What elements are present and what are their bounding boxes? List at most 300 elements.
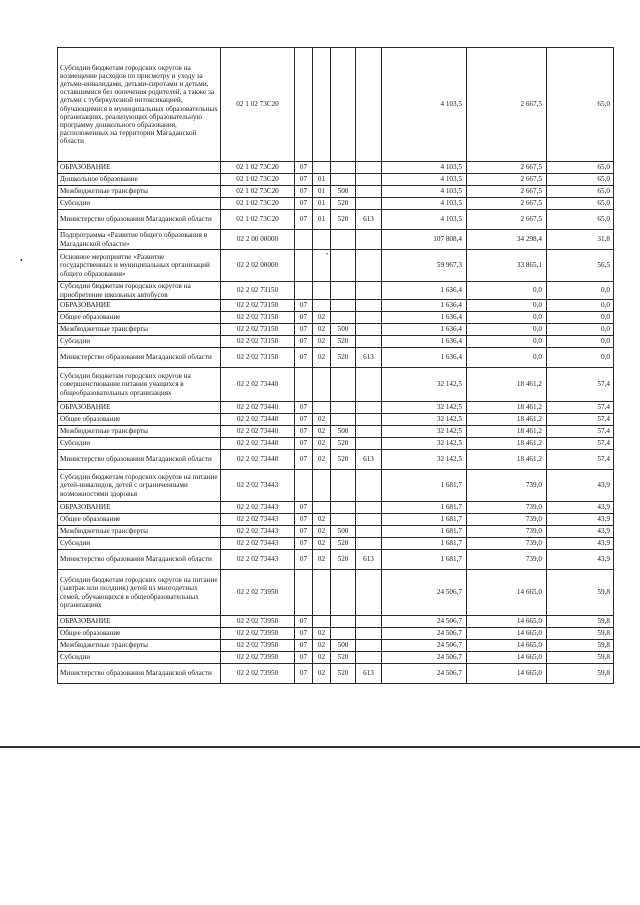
row-percent-cell: 43,9 — [547, 538, 614, 550]
row-code-cell: 02 2 02 73440 — [221, 426, 295, 438]
row-plan-cell: 32 142,5 — [382, 426, 467, 438]
row-fact-cell: 14 665,0 — [467, 640, 547, 652]
row-fact-cell: 0,0 — [467, 312, 547, 324]
row-section-cell — [295, 470, 313, 502]
row-subsection-cell: 02 — [313, 628, 331, 640]
row-section-cell — [295, 48, 313, 162]
row-ministry-code-cell: 613 — [356, 550, 382, 570]
row-name-cell: Общее образование — [58, 312, 221, 324]
row-expense-type-cell — [331, 570, 356, 616]
row-expense-type-cell: 520 — [331, 652, 356, 664]
row-percent-cell: 59,8 — [547, 628, 614, 640]
row-expense-type-cell: 500 — [331, 186, 356, 198]
table-row — [58, 438, 614, 450]
row-ministry-code-cell — [356, 312, 382, 324]
row-fact-cell: 739,0 — [467, 470, 547, 502]
table-row — [58, 336, 614, 348]
row-subsection-cell: 02 — [313, 664, 331, 684]
row-section-cell: 07 — [295, 300, 313, 312]
row-percent-cell: 43,9 — [547, 550, 614, 570]
row-plan-cell: 24 506,7 — [382, 664, 467, 684]
row-plan-cell: 1 636,4 — [382, 348, 467, 368]
row-percent-cell: 57,4 — [547, 368, 614, 402]
table-row — [58, 664, 614, 684]
row-percent-cell: 57,4 — [547, 450, 614, 470]
row-percent-cell: 0,0 — [547, 324, 614, 336]
row-expense-type-cell — [331, 470, 356, 502]
row-ministry-code-cell — [356, 282, 382, 300]
row-expense-type-cell — [331, 616, 356, 628]
row-ministry-code-cell — [356, 174, 382, 186]
table-row — [58, 282, 614, 300]
row-expense-type-cell — [331, 282, 356, 300]
row-percent-cell: 57,4 — [547, 426, 614, 438]
row-plan-cell: 1 636,4 — [382, 324, 467, 336]
row-expense-type-cell — [331, 162, 356, 174]
row-name-cell: Субсидии бюджетам городских округов на приобретение школьных автобусов — [58, 282, 221, 300]
row-expense-type-cell — [331, 230, 356, 250]
row-percent-cell: 59,8 — [547, 570, 614, 616]
row-ministry-code-cell — [356, 336, 382, 348]
row-section-cell: 07 — [295, 538, 313, 550]
row-name-cell: ОБРАЗОВАНИЕ — [58, 300, 221, 312]
row-subsection-cell: 01 — [313, 186, 331, 198]
row-code-cell: 02 2 02 73950 — [221, 628, 295, 640]
table-row — [58, 414, 614, 426]
row-section-cell: 07 — [295, 550, 313, 570]
row-code-cell: 02 2 02 73440 — [221, 438, 295, 450]
row-plan-cell: 32 142,5 — [382, 368, 467, 402]
row-percent-cell: 65,0 — [547, 186, 614, 198]
row-plan-cell: 4 103,5 — [382, 198, 467, 210]
row-name-cell: Общее образование — [58, 514, 221, 526]
row-percent-cell: 57,4 — [547, 438, 614, 450]
row-fact-cell: 18 461,2 — [467, 450, 547, 470]
row-fact-cell: 14 665,0 — [467, 616, 547, 628]
row-code-cell: 02 2 02 73443 — [221, 502, 295, 514]
row-percent-cell: 57,4 — [547, 402, 614, 414]
row-expense-type-cell — [331, 402, 356, 414]
row-fact-cell: 739,0 — [467, 538, 547, 550]
row-fact-cell: 739,0 — [467, 514, 547, 526]
row-expense-type-cell — [331, 502, 356, 514]
row-ministry-code-cell — [356, 616, 382, 628]
row-fact-cell: 2 667,5 — [467, 162, 547, 174]
row-plan-cell: 1 681,7 — [382, 526, 467, 538]
row-plan-cell: 1 636,4 — [382, 336, 467, 348]
row-expense-type-cell — [331, 312, 356, 324]
row-plan-cell: 1 636,4 — [382, 282, 467, 300]
row-section-cell: 07 — [295, 616, 313, 628]
row-ministry-code-cell — [356, 162, 382, 174]
row-plan-cell: 24 506,7 — [382, 640, 467, 652]
row-ministry-code-cell — [356, 628, 382, 640]
row-fact-cell: 18 461,2 — [467, 368, 547, 402]
row-plan-cell: 1 681,7 — [382, 550, 467, 570]
row-percent-cell: 59,8 — [547, 640, 614, 652]
row-code-cell: 02 1 02 73С20 — [221, 198, 295, 210]
row-code-cell: 02 2 02 73950 — [221, 570, 295, 616]
table-row — [58, 570, 614, 616]
row-percent-cell: 65,0 — [547, 48, 614, 162]
row-fact-cell: 18 461,2 — [467, 402, 547, 414]
row-section-cell: 07 — [295, 438, 313, 450]
row-expense-type-cell — [331, 250, 356, 282]
row-fact-cell: 2 667,5 — [467, 186, 547, 198]
row-code-cell: 02 2 02 73950 — [221, 640, 295, 652]
row-expense-type-cell: 500 — [331, 426, 356, 438]
row-name-cell: Основное мероприятие «Развитие государственных и муниципальных организаций общего образования» — [58, 250, 221, 282]
row-subsection-cell: 02 — [313, 652, 331, 664]
row-fact-cell: 0,0 — [467, 348, 547, 368]
row-subsection-cell — [313, 502, 331, 514]
row-subsection-cell — [313, 402, 331, 414]
row-expense-type-cell: 520 — [331, 348, 356, 368]
row-section-cell: 07 — [295, 450, 313, 470]
row-expense-type-cell: 520 — [331, 336, 356, 348]
row-name-cell: ОБРАЗОВАНИЕ — [58, 402, 221, 414]
row-name-cell: Межбюджетные трансферты — [58, 186, 221, 198]
table-row — [58, 550, 614, 570]
table-row — [58, 186, 614, 198]
table-row — [58, 616, 614, 628]
row-code-cell: 02 1 02 73С20 — [221, 186, 295, 198]
row-subsection-cell: 02 — [313, 414, 331, 426]
row-ministry-code-cell — [356, 514, 382, 526]
row-subsection-cell: 02 — [313, 450, 331, 470]
row-ministry-code-cell — [356, 198, 382, 210]
row-section-cell — [295, 250, 313, 282]
row-section-cell — [295, 282, 313, 300]
row-code-cell: 02 2 02 73443 — [221, 550, 295, 570]
row-subsection-cell — [313, 470, 331, 502]
row-percent-cell: 0,0 — [547, 282, 614, 300]
row-plan-cell: 4 103,5 — [382, 186, 467, 198]
row-subsection-cell: 01 — [313, 210, 331, 230]
table-row — [58, 174, 614, 186]
row-code-cell: 02 2 02 73443 — [221, 470, 295, 502]
row-fact-cell: 2 667,5 — [467, 174, 547, 186]
row-name-cell: Министерство образования Магаданской области — [58, 550, 221, 570]
row-plan-cell: 1 636,4 — [382, 300, 467, 312]
table-row — [58, 470, 614, 502]
margin-bullet-mark: • — [20, 256, 23, 265]
row-ministry-code-cell — [356, 368, 382, 402]
row-ministry-code-cell — [356, 652, 382, 664]
table-row — [58, 250, 614, 282]
row-name-cell: Общее образование — [58, 628, 221, 640]
row-ministry-code-cell — [356, 470, 382, 502]
row-name-cell: Субсидии — [58, 198, 221, 210]
row-code-cell: 02 2 02 73443 — [221, 526, 295, 538]
row-section-cell — [295, 368, 313, 402]
row-code-cell: 02 2 02 00000 — [221, 250, 295, 282]
table-row — [58, 526, 614, 538]
row-subsection-cell: 02 — [313, 526, 331, 538]
row-code-cell: 02 2 02 73150 — [221, 336, 295, 348]
row-name-cell: Межбюджетные трансферты — [58, 324, 221, 336]
row-percent-cell: 65,0 — [547, 198, 614, 210]
table-row — [58, 312, 614, 324]
row-expense-type-cell — [331, 414, 356, 426]
row-expense-type-cell: 500 — [331, 640, 356, 652]
table-row — [58, 402, 614, 414]
row-code-cell: 02 2 02 73440 — [221, 402, 295, 414]
row-ministry-code-cell — [356, 426, 382, 438]
row-plan-cell: 32 142,5 — [382, 414, 467, 426]
bottom-rule — [0, 746, 640, 748]
row-plan-cell: 32 142,5 — [382, 450, 467, 470]
table-row — [58, 324, 614, 336]
row-expense-type-cell — [331, 300, 356, 312]
table-row — [58, 210, 614, 230]
row-expense-type-cell — [331, 174, 356, 186]
row-subsection-cell — [313, 282, 331, 300]
row-name-cell: Министерство образования Магаданской области — [58, 348, 221, 368]
row-name-cell: Межбюджетные трансферты — [58, 526, 221, 538]
row-section-cell: 07 — [295, 514, 313, 526]
row-section-cell: 07 — [295, 174, 313, 186]
row-percent-cell: 0,0 — [547, 312, 614, 324]
row-ministry-code-cell — [356, 230, 382, 250]
row-expense-type-cell: 500 — [331, 324, 356, 336]
table-row — [58, 348, 614, 368]
table-row — [58, 652, 614, 664]
row-name-cell: Субсидии бюджетам городских округов на совершенствование питания учащихся в общеобразовательных организациях — [58, 368, 221, 402]
row-code-cell: 02 2 02 73150 — [221, 312, 295, 324]
row-fact-cell: 18 461,2 — [467, 426, 547, 438]
row-code-cell: 02 2 00 00000 — [221, 230, 295, 250]
table-row — [58, 628, 614, 640]
row-subsection-cell — [313, 230, 331, 250]
row-plan-cell: 24 506,7 — [382, 570, 467, 616]
row-section-cell: 07 — [295, 336, 313, 348]
row-percent-cell: 59,8 — [547, 616, 614, 628]
row-subsection-cell: 02 — [313, 514, 331, 526]
row-subsection-cell — [313, 616, 331, 628]
row-subsection-cell — [313, 162, 331, 174]
row-subsection-cell: 02 — [313, 348, 331, 368]
row-code-cell: 02 1 02 73С20 — [221, 48, 295, 162]
row-ministry-code-cell — [356, 414, 382, 426]
row-code-cell: 02 2 02 73950 — [221, 664, 295, 684]
row-percent-cell: 65,0 — [547, 174, 614, 186]
row-plan-cell: 1 681,7 — [382, 538, 467, 550]
table-row — [58, 426, 614, 438]
table-row — [58, 198, 614, 210]
row-name-cell: ОБРАЗОВАНИЕ — [58, 162, 221, 174]
row-section-cell — [295, 230, 313, 250]
row-ministry-code-cell: 613 — [356, 450, 382, 470]
row-name-cell: Субсидии — [58, 336, 221, 348]
row-expense-type-cell: 520 — [331, 450, 356, 470]
row-ministry-code-cell — [356, 300, 382, 312]
row-expense-type-cell — [331, 48, 356, 162]
row-code-cell: 02 2 02 73150 — [221, 300, 295, 312]
row-plan-cell: 1 636,4 — [382, 312, 467, 324]
row-name-cell: Дошкольное образование — [58, 174, 221, 186]
row-name-cell: ОБРАЗОВАНИЕ — [58, 616, 221, 628]
row-name-cell: Министерство образования Магаданской области — [58, 450, 221, 470]
row-section-cell: 07 — [295, 186, 313, 198]
row-code-cell: 02 2 02 73443 — [221, 514, 295, 526]
row-percent-cell: 59,8 — [547, 652, 614, 664]
row-percent-cell: 43,9 — [547, 514, 614, 526]
row-section-cell: 07 — [295, 640, 313, 652]
row-subsection-cell: 02 — [313, 438, 331, 450]
row-percent-cell: 59,8 — [547, 664, 614, 684]
row-plan-cell: 24 506,7 — [382, 652, 467, 664]
row-ministry-code-cell: 613 — [356, 664, 382, 684]
row-percent-cell: 43,9 — [547, 526, 614, 538]
row-section-cell: 07 — [295, 402, 313, 414]
row-plan-cell: 1 681,7 — [382, 470, 467, 502]
row-section-cell: 07 — [295, 414, 313, 426]
row-plan-cell: 1 681,7 — [382, 514, 467, 526]
row-plan-cell: 32 142,5 — [382, 438, 467, 450]
row-ministry-code-cell — [356, 538, 382, 550]
row-ministry-code-cell — [356, 502, 382, 514]
row-subsection-cell: 02 — [313, 426, 331, 438]
row-section-cell: 07 — [295, 162, 313, 174]
row-name-cell: ОБРАЗОВАНИЕ — [58, 502, 221, 514]
row-plan-cell: 32 142,5 — [382, 402, 467, 414]
row-code-cell: 02 2 02 73950 — [221, 652, 295, 664]
row-name-cell: Субсидии бюджетам городских округов на питание детей-инвалидов, детей с ограниченными возможностями здоровья — [58, 470, 221, 502]
row-fact-cell: 2 667,5 — [467, 210, 547, 230]
row-section-cell: 07 — [295, 198, 313, 210]
row-fact-cell: 18 461,2 — [467, 438, 547, 450]
row-section-cell: 07 — [295, 628, 313, 640]
row-fact-cell: 739,0 — [467, 526, 547, 538]
row-expense-type-cell: 520 — [331, 664, 356, 684]
row-code-cell: 02 2 02 73440 — [221, 414, 295, 426]
row-code-cell: 02 2 02 73440 — [221, 368, 295, 402]
row-subsection-cell — [313, 250, 331, 282]
row-name-cell: Субсидии — [58, 652, 221, 664]
row-fact-cell: 14 665,0 — [467, 570, 547, 616]
table-row — [58, 368, 614, 402]
row-percent-cell: 31,8 — [547, 230, 614, 250]
row-plan-cell: 24 506,7 — [382, 616, 467, 628]
row-ministry-code-cell — [356, 640, 382, 652]
row-code-cell: 02 2 02 73150 — [221, 324, 295, 336]
row-plan-cell: 4 103,5 — [382, 174, 467, 186]
table-row — [58, 514, 614, 526]
row-subsection-cell — [313, 48, 331, 162]
row-subsection-cell: 02 — [313, 538, 331, 550]
table-row — [58, 230, 614, 250]
row-subsection-cell — [313, 570, 331, 616]
row-percent-cell: 43,9 — [547, 470, 614, 502]
row-expense-type-cell — [331, 368, 356, 402]
row-section-cell: 07 — [295, 652, 313, 664]
row-section-cell: 07 — [295, 426, 313, 438]
row-percent-cell: 65,0 — [547, 162, 614, 174]
row-subsection-cell — [313, 368, 331, 402]
row-section-cell: 07 — [295, 664, 313, 684]
row-fact-cell: 0,0 — [467, 324, 547, 336]
row-subsection-cell: 02 — [313, 324, 331, 336]
row-plan-cell: 4 103,5 — [382, 210, 467, 230]
row-fact-cell: 739,0 — [467, 550, 547, 570]
row-fact-cell: 739,0 — [467, 502, 547, 514]
row-plan-cell: 4 103,5 — [382, 162, 467, 174]
row-expense-type-cell: 500 — [331, 526, 356, 538]
row-expense-type-cell: 520 — [331, 550, 356, 570]
table-row — [58, 450, 614, 470]
row-subsection-cell: 01 — [313, 174, 331, 186]
row-subsection-cell — [313, 300, 331, 312]
row-percent-cell: 56,5 — [547, 250, 614, 282]
row-name-cell: Субсидии — [58, 538, 221, 550]
row-fact-cell: 33 865,1 — [467, 250, 547, 282]
row-plan-cell: 24 506,7 — [382, 628, 467, 640]
budget-table — [57, 47, 614, 684]
row-name-cell: Подпрограмма «Развитие общего образования в Магаданской области» — [58, 230, 221, 250]
row-code-cell: 02 1 02 73С20 — [221, 162, 295, 174]
row-name-cell: Межбюджетные трансферты — [58, 426, 221, 438]
row-section-cell — [295, 570, 313, 616]
row-code-cell: 02 1 02 73С20 — [221, 210, 295, 230]
row-percent-cell: 0,0 — [547, 336, 614, 348]
row-ministry-code-cell — [356, 48, 382, 162]
table-row — [58, 640, 614, 652]
row-ministry-code-cell — [356, 324, 382, 336]
row-code-cell: 02 2 02 73443 — [221, 538, 295, 550]
row-expense-type-cell — [331, 628, 356, 640]
row-subsection-cell: 02 — [313, 550, 331, 570]
table-row — [58, 48, 614, 162]
row-ministry-code-cell — [356, 438, 382, 450]
row-subsection-cell: 02 — [313, 312, 331, 324]
row-name-cell: Субсидии бюджетам городских округов на питание (завтрак или полдник) детей из многодетных семей, обучающихся в общеобразовательных организациях — [58, 570, 221, 616]
row-ministry-code-cell: 613 — [356, 210, 382, 230]
row-subsection-cell: 01 — [313, 198, 331, 210]
row-section-cell: 07 — [295, 210, 313, 230]
row-expense-type-cell: 520 — [331, 438, 356, 450]
row-expense-type-cell — [331, 514, 356, 526]
scan-speck: • — [326, 252, 329, 258]
row-code-cell: 02 2 02 73440 — [221, 450, 295, 470]
row-percent-cell: 57,4 — [547, 414, 614, 426]
row-ministry-code-cell — [356, 570, 382, 616]
row-subsection-cell: 02 — [313, 336, 331, 348]
row-fact-cell: 14 665,0 — [467, 628, 547, 640]
row-fact-cell: 0,0 — [467, 336, 547, 348]
row-subsection-cell: 02 — [313, 640, 331, 652]
table-row — [58, 502, 614, 514]
table-row — [58, 538, 614, 550]
row-plan-cell: 59 967,3 — [382, 250, 467, 282]
row-expense-type-cell: 520 — [331, 538, 356, 550]
row-section-cell: 07 — [295, 312, 313, 324]
row-code-cell: 02 2 02 73150 — [221, 282, 295, 300]
row-fact-cell: 2 667,5 — [467, 198, 547, 210]
row-fact-cell: 18 461,2 — [467, 414, 547, 426]
row-plan-cell: 4 103,5 — [382, 48, 467, 162]
table-body — [58, 48, 614, 684]
row-fact-cell: 2 667,5 — [467, 48, 547, 162]
row-fact-cell: 14 665,0 — [467, 664, 547, 684]
row-plan-cell: 1 681,7 — [382, 502, 467, 514]
row-code-cell: 02 1 02 73С20 — [221, 174, 295, 186]
row-name-cell: Министерство образования Магаданской области — [58, 210, 221, 230]
row-expense-type-cell: 520 — [331, 210, 356, 230]
row-ministry-code-cell: 613 — [356, 348, 382, 368]
row-percent-cell: 0,0 — [547, 300, 614, 312]
row-code-cell: 02 2 02 73150 — [221, 348, 295, 368]
